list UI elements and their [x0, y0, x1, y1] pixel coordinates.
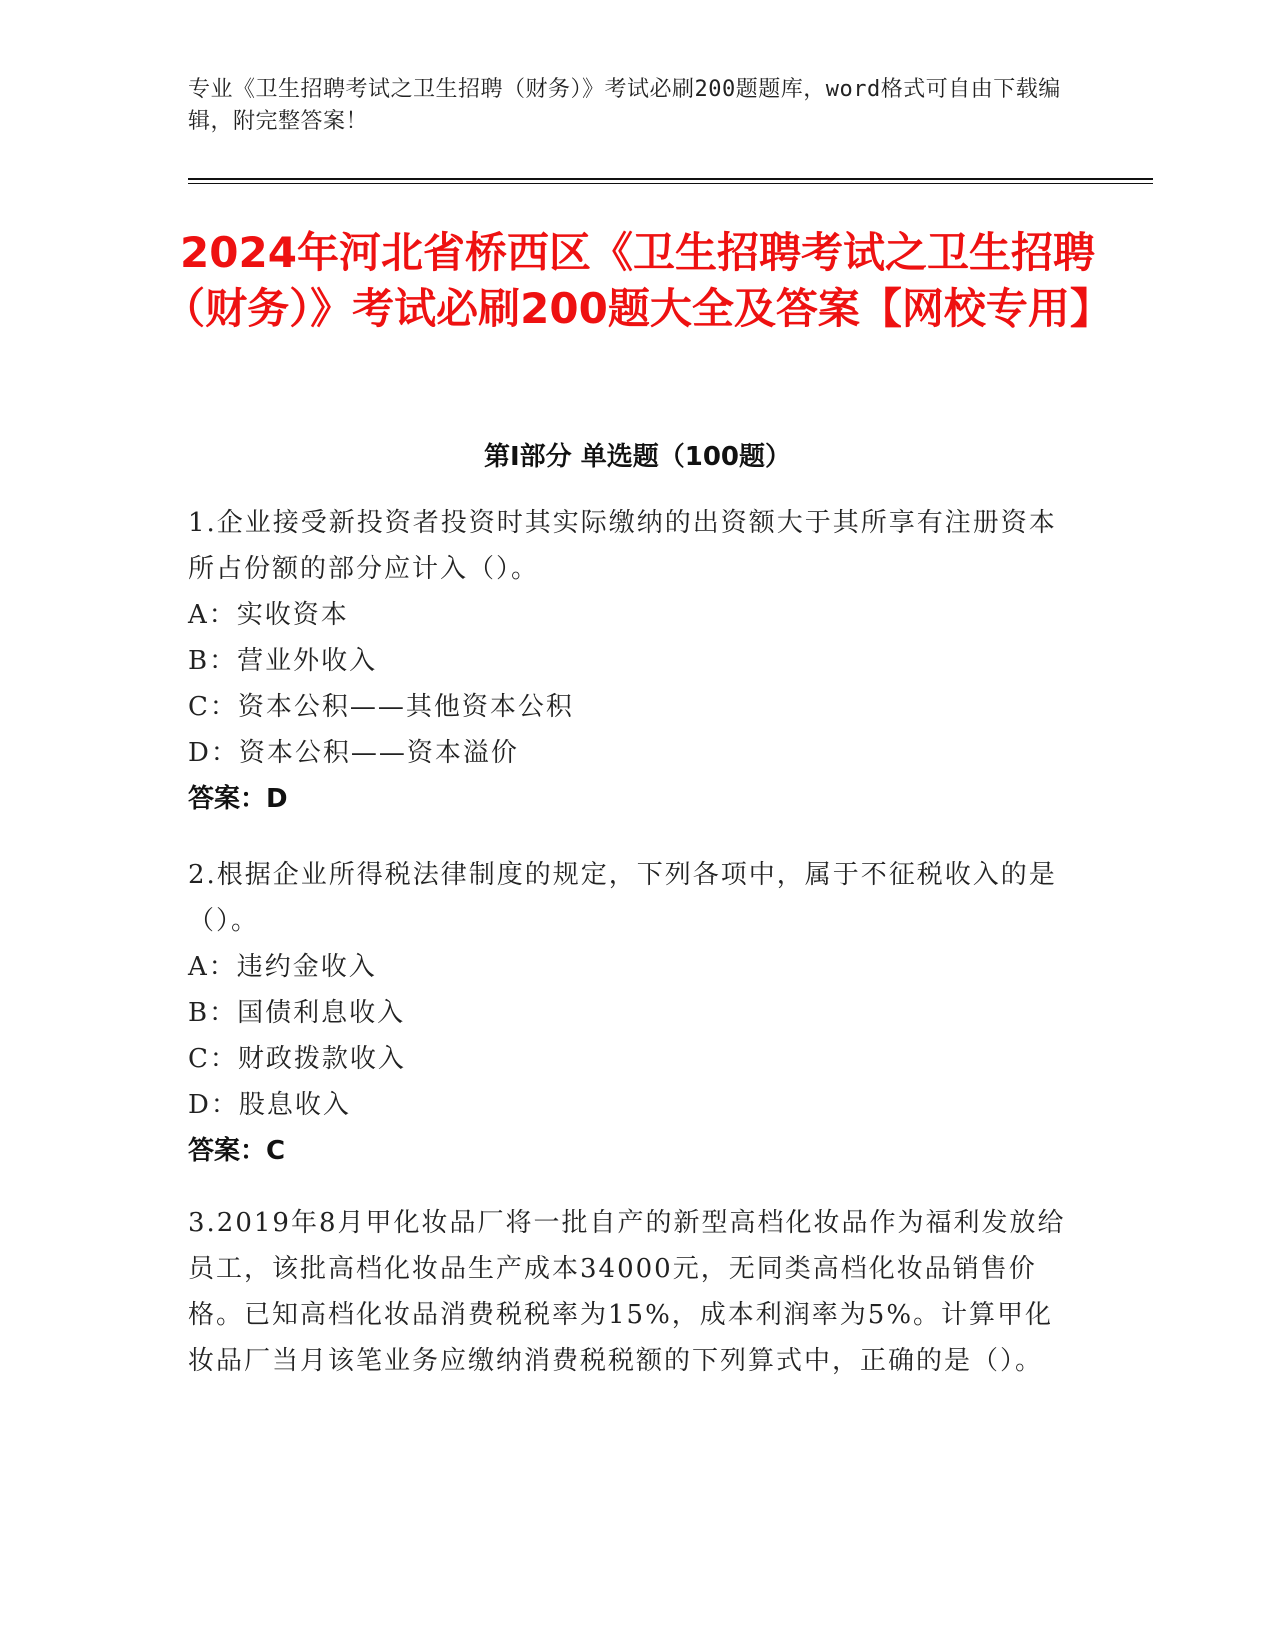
- answer: 答案：C: [188, 1136, 286, 1166]
- answer: 答案：D: [188, 784, 288, 814]
- header-divider-thin: [188, 183, 1153, 184]
- header-note: 专业《卫生招聘考试之卫生招聘（财务）》考试必刷200题题库，word格式可自由下载编辑，附完整答案！: [188, 77, 1061, 134]
- question-1: [188, 500, 1068, 822]
- section-title: 第I部分 单选题（100题）: [484, 442, 791, 472]
- question-text: 2.根据企业所得税法律制度的规定，下列各项中，属于不征税收入的是（）。: [188, 860, 1057, 936]
- option-a: A：违约金收入: [188, 952, 377, 982]
- header-divider-thick: [188, 178, 1153, 180]
- option-d: D：股息收入: [188, 1090, 351, 1120]
- question-text: 3.2019年8月甲化妆品厂将一批自产的新型高档化妆品作为福利发放给员工，该批高档化妆品生产成本34000元，无同类高档化妆品销售价格。已知高档化妆品消费税税率为15%，成本利润率为5%。计算甲化妆品厂当月该笔业务应缴纳消费税税额的下列算式中，正确的是（）。: [188, 1208, 1066, 1376]
- question-text: 1.企业接受新投资者投资时其实际缴纳的出资额大于其所享有注册资本所占份额的部分应计入（）。: [188, 508, 1057, 584]
- question-2: [188, 852, 1068, 1174]
- question-3: [188, 1200, 1068, 1384]
- option-a: A：实收资本: [188, 600, 349, 630]
- document-title: 2024年河北省桥西区《卫生招聘考试之卫生招聘（财务）》考试必刷200题大全及答案【网校专用】: [163, 228, 1112, 333]
- option-b: B：国债利息收入: [188, 998, 406, 1028]
- option-d: D：资本公积——资本溢价: [188, 738, 519, 768]
- option-b: B：营业外收入: [188, 646, 378, 676]
- option-c: C：资本公积——其他资本公积: [188, 692, 574, 722]
- option-c: C：财政拨款收入: [188, 1044, 406, 1074]
